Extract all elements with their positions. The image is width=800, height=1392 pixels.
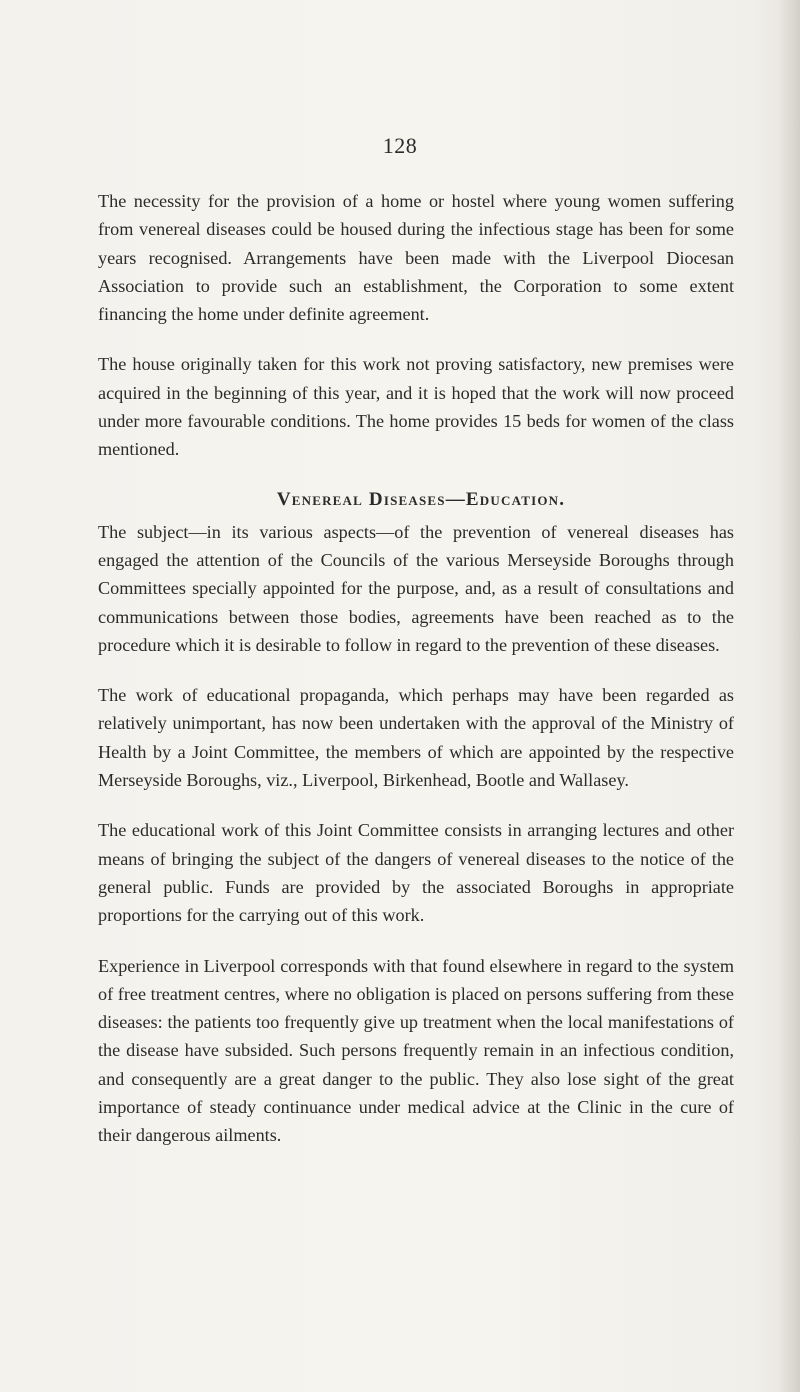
paragraph-hostel-necessity: The necessity for the provision of a home or hostel where young women suffering from venereal diseases could be housed during the infectious stage has been for some years recognised. Arrangements have been made with the Liverpool Diocesan Association to provide such an establishment, the Corporation to some extent financing the home under definite agreement.: [98, 191, 734, 325]
paragraph-prevention: The subject—in its various aspects—of the prevention of venereal diseases has engaged the attention of the Councils of the various Merseyside Boroughs through Committees specially appointed for the purpose, and, as a result of consultations and communications between those bodies, agreements have been reached as to the procedure which it is desirable to follow in regard to the prevention of these diseases.: [98, 521, 734, 655]
paragraph-joint-committee: The educational work of this Joint Committee consists in arranging lectures and other means of bringing the subject of the dangers of venereal diseases to the notice of the general public. Funds are provided by the associated Boroughs in appropriate proportions for the carrying out of this work.: [98, 820, 734, 926]
paragraph-new-premises: The house originally taken for this work not proving satisfactory, new premises were acquired in the beginning of this year, and it is hoped that the work will now proceed under more favourable conditions. The home provides 15 beds for women of the class mentioned.: [98, 354, 734, 460]
section-heading: Venereal Diseases—Education.: [276, 488, 566, 510]
document-body: [98, 187, 734, 1172]
paragraph-propaganda: The work of educational propaganda, which perhaps may have been regarded as relatively unimportant, has now been undertaken with the approval of the Ministry of Health by a Joint Committee, the members of which are appointed by the respective Merseyside Boroughs, viz., Liverpool, Birkenhead, Bootle and Wallasey.: [98, 685, 734, 791]
page-edge-shadow: [778, 0, 800, 1392]
paragraph-experience: Experience in Liverpool corresponds with that found elsewhere in regard to the system of free treatment centres, where no obligation is placed on persons suffering from these diseases: the patients too frequently give up treatment when the local manifestations of the disease have subsided. Such persons frequently remain in an infectious condition, and consequently are a great danger to the public. They also lose sight of the great importance of steady continuance under medical advice at the Clinic in the cure of their dangerous ailments.: [98, 955, 734, 1146]
page-number: 128: [382, 133, 418, 158]
